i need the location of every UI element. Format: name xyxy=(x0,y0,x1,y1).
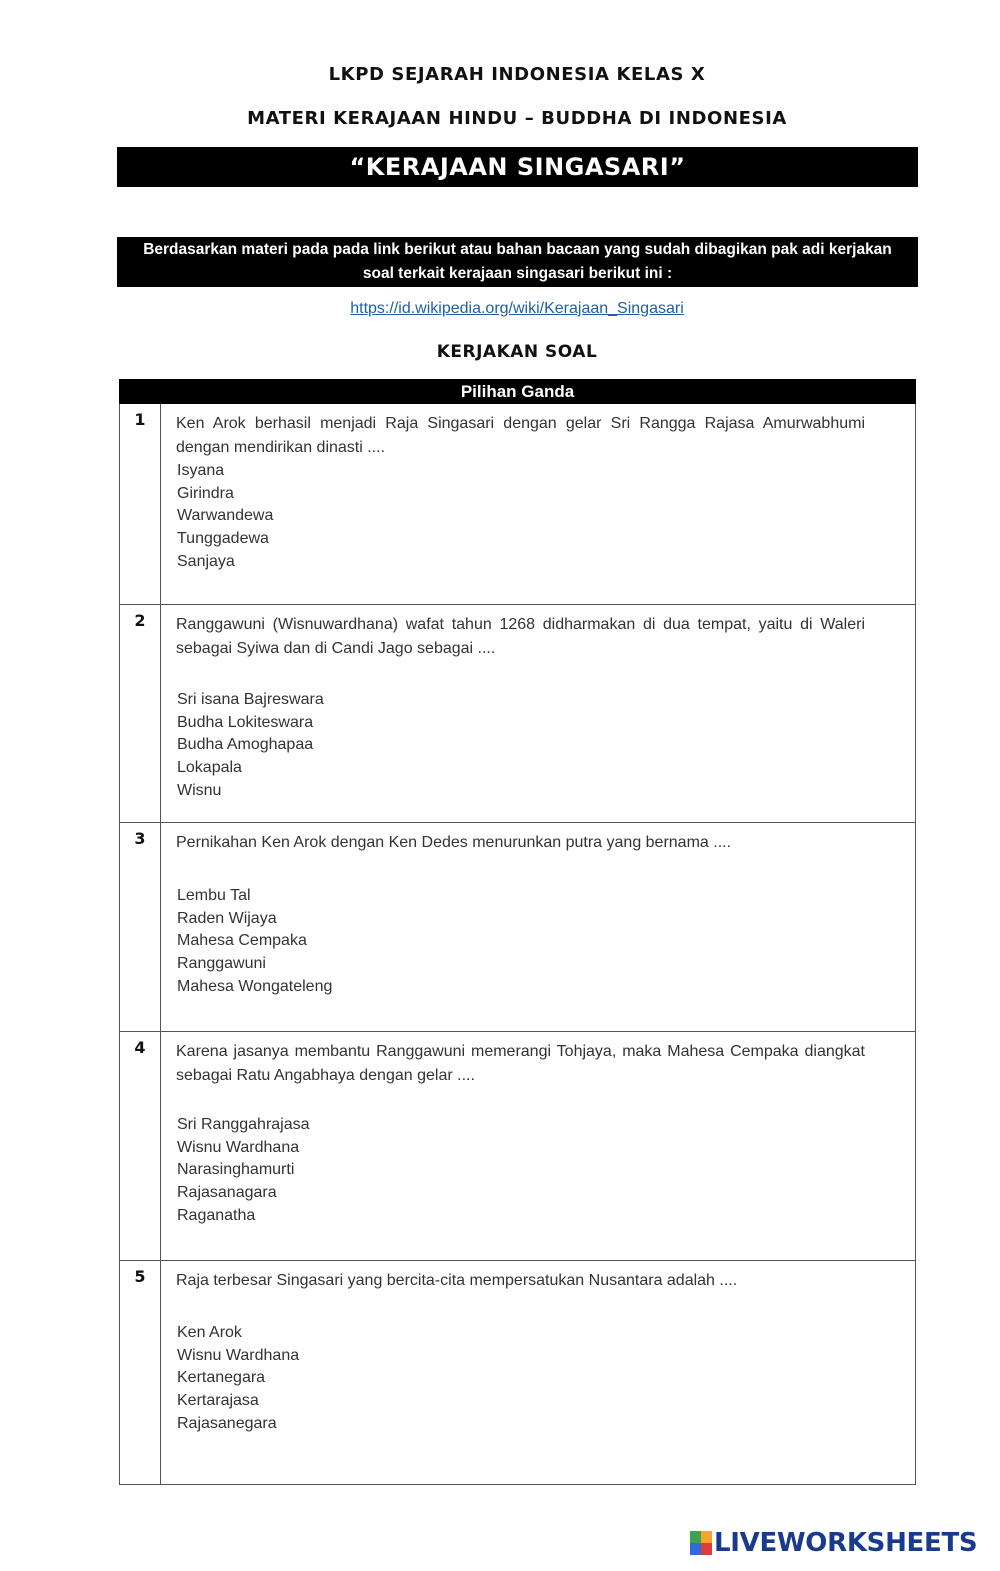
question-table xyxy=(119,379,916,1485)
reference-link[interactable]: https://id.wikipedia.org/wiki/Kerajaan_Singasari xyxy=(350,300,684,317)
option-b[interactable]: Wisnu Wardhana xyxy=(177,1346,300,1364)
question-row-5 xyxy=(119,1261,916,1485)
question-row-4 xyxy=(119,1032,916,1261)
option-list xyxy=(176,1114,865,1228)
question-text: Karena jasanya membantu Ranggawuni memerangi Tohjaya, maka Mahesa Cempaka diangkat sebagai Ratu Angabhaya dengan gelar .... xyxy=(176,1043,865,1084)
logo-square-3 xyxy=(690,1543,701,1555)
option-a[interactable]: Ken Arok xyxy=(177,1324,242,1341)
option-d[interactable]: Rajasanagara xyxy=(177,1184,277,1202)
instruction-line1: Berdasarkan materi pada pada link berikut atau bahan bacaan yang sudah dibagikan pak adi kerjakan xyxy=(143,241,892,258)
option-a[interactable]: Sri isana Bajreswara xyxy=(177,691,324,708)
logo-square-2 xyxy=(701,1531,712,1543)
option-list xyxy=(176,885,865,999)
option-b[interactable]: Budha Lokiteswara xyxy=(177,713,314,731)
question-number: 1 xyxy=(120,404,161,604)
logo-text: LIVEWORKSHEETS xyxy=(714,1528,978,1558)
option-e[interactable]: Raganatha xyxy=(177,1206,256,1224)
question-text: Raja terbesar Singasari yang bercita-cita mempersatukan Nusantara adalah .... xyxy=(176,1272,738,1289)
option-list xyxy=(176,460,865,574)
option-e[interactable]: Rajasanegara xyxy=(177,1414,277,1432)
section-title: KERJAKAN SOAL xyxy=(436,342,598,362)
question-text: Ken Arok berhasil menjadi Raja Singasari dengan gelar Sri Rangga Rajasa Amurwabhumi dengan mendirikan dinasti .... xyxy=(176,415,865,456)
question-text: Pernikahan Ken Arok dengan Ken Dedes menurunkan putra yang bernama .... xyxy=(176,834,732,851)
logo-square-1 xyxy=(690,1531,701,1543)
question-body xyxy=(176,1269,865,1436)
option-list xyxy=(176,689,865,803)
option-e[interactable]: Sanjaya xyxy=(177,552,235,570)
option-e[interactable]: Mahesa Wongateleng xyxy=(177,977,333,995)
question-number: 4 xyxy=(120,1032,161,1260)
worksheet-title-bar: “KERAJAAN SINGASARI” xyxy=(117,147,918,187)
question-row-1 xyxy=(119,404,916,605)
option-b[interactable]: Raden Wijaya xyxy=(177,909,277,927)
question-row-2 xyxy=(119,605,916,823)
option-a[interactable]: Isyana xyxy=(177,462,225,479)
table-header: Pilihan Ganda xyxy=(119,379,916,404)
option-b[interactable]: Girindra xyxy=(177,484,234,502)
question-row-3 xyxy=(119,823,916,1032)
option-d[interactable]: Lokapala xyxy=(177,759,242,777)
question-text: Ranggawuni (Wisnuwardhana) wafat tahun 1268 didharmakan di dua tempat, yaitu di Waleri sebagai Syiwa dan di Candi Jago sebagai .... xyxy=(176,616,865,657)
option-a[interactable]: Sri Ranggahrajasa xyxy=(177,1116,310,1133)
option-c[interactable]: Mahesa Cempaka xyxy=(177,932,307,950)
option-e[interactable]: Wisnu xyxy=(177,781,222,799)
option-d[interactable]: Kertarajasa xyxy=(177,1392,259,1410)
question-body xyxy=(176,831,865,999)
worksheet-heading-line2: MATERI KERAJAAN HINDU – BUDDHA DI INDONESIA xyxy=(247,108,787,129)
question-number: 2 xyxy=(120,605,161,822)
liveworksheets-grid-icon xyxy=(690,1531,712,1555)
option-list xyxy=(176,1322,865,1436)
option-c[interactable]: Budha Amoghapaa xyxy=(177,736,314,754)
instruction-box xyxy=(117,237,918,287)
worksheet-heading-line1: LKPD SEJARAH INDONESIA KELAS X xyxy=(328,64,706,85)
instruction-line2: soal terkait kerajaan singasari berikut ini : xyxy=(362,265,673,282)
option-c[interactable]: Kertanegara xyxy=(177,1369,266,1387)
question-number: 5 xyxy=(120,1261,161,1484)
option-c[interactable]: Narasinghamurti xyxy=(177,1161,295,1179)
question-number: 3 xyxy=(120,823,161,1031)
option-a[interactable]: Lembu Tal xyxy=(177,887,251,904)
option-b[interactable]: Wisnu Wardhana xyxy=(177,1138,300,1156)
option-d[interactable]: Ranggawuni xyxy=(177,955,266,973)
logo-square-4 xyxy=(701,1543,712,1555)
question-body xyxy=(176,412,865,574)
option-d[interactable]: Tunggadewa xyxy=(177,530,269,548)
option-c[interactable]: Warwandewa xyxy=(177,507,274,525)
question-body xyxy=(176,1040,865,1228)
liveworksheets-logo[interactable] xyxy=(690,1528,977,1558)
question-body xyxy=(176,613,865,803)
